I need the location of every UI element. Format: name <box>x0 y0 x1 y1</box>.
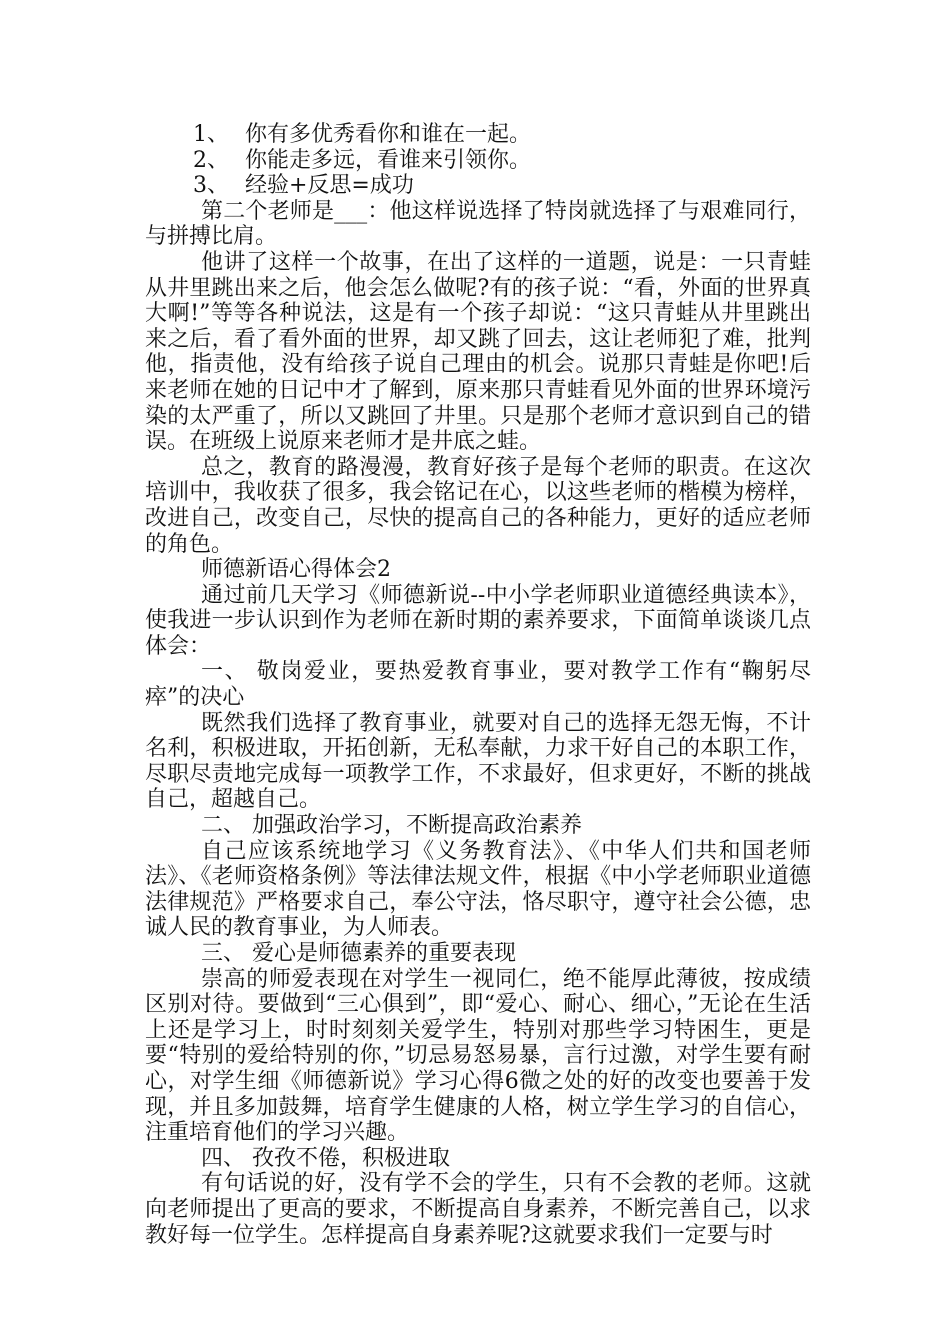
document-body <box>145 122 811 1248</box>
section-title: 师德新语心得体会2 <box>201 557 391 583</box>
paragraph-dedication: 既然我们选择了教育事业，就要对自己的选择无怨无悔，不计名利，积极进取，开拓创新，无私奉献，力求干好自己的本职工作，尽职尽责地完成每一项教学工作，不求最好，但求更好，不断的挑战自己，超越自己。 <box>145 710 811 813</box>
heading-two: 二、 加强政治学习，不断提高政治素养 <box>201 813 582 839</box>
list-number: 3、 <box>193 173 229 199</box>
paragraph-self-improvement: 有句话说的好，没有学不会的学生，只有不会教的老师。这就向老师提出了更高的要求，不断提高自身素养，不断完善自己，以求教好每一位学生。怎样提高自身素养呢?这就要求我们一定要与时 <box>145 1171 811 1248</box>
heading-four: 四、 孜孜不倦，积极进取 <box>201 1145 450 1171</box>
paragraph-law-study: 自己应该系统地学习《义务教育法》、《中华人们共和国老师法》、《老师资格条例》等法律法规文件，根据《中小学老师职业道德法律规范》严格要求自己，奉公守法，恪尽职守，遵守社会公德，忠诚人民的教育事业，为人师表。 <box>145 838 811 941</box>
paragraph-intro: 通过前几天学习《师德新说--中小学老师职业道德经典读本》，使我进一步认识到作为老师在新时期的素养要求，下面简单谈谈几点体会： <box>145 582 811 659</box>
heading-one: 一、 敬岗爱业，要热爱教育事业，要对教学工作有“鞠躬尽瘁”的决心 <box>145 659 811 711</box>
list-number: 2、 <box>193 147 229 173</box>
list-item <box>145 148 811 174</box>
paragraph-summary: 总之，教育的路漫漫，教育好孩子是每个老师的职责。在这次培训中，我收获了很多，我会铭记在心，以这些老师的楷模为榜样，改进自己，改变自己，尽快的提高自己的各种能力，更好的适应老师的角色。 <box>145 454 811 557</box>
list-text: 经验+反思=成功 <box>245 173 414 199</box>
list-number: 1、 <box>193 122 229 147</box>
list-item <box>145 173 811 199</box>
paragraph-teacher-love: 崇高的师爱表现在对学生一视同仁，绝不能厚此薄彼，按成绩区别对待。要做到“三心俱到”，即“爱心、耐心、细心，”无论在生活上还是学习上，时时刻刻关爱学生，特别对那些学习特困生，更是要“特别的爱给特别的你，”切忌易怒易暴，言行过激，对学生要有耐心，对学生细《师德新说》学习心得6微之处的好的改变也要善于发现，并且多加鼓舞，培育学生健康的人格，树立学生学习的自信心，注重培育他们的学习兴趣。 <box>145 966 811 1146</box>
list-item <box>145 122 811 148</box>
list-text: 你有多优秀看你和谁在一起。 <box>245 122 532 147</box>
paragraph-frog-story: 他讲了这样一个故事，在出了这样的一道题，说是：一只青蛙从井里跳出来之后，他会怎么做呢?有的孩子说：“看，外面的世界真大啊!”等等各种说法，这是有一个孩子却说：“这只青蛙从井里跳出来之后，看了看外面的世界，却又跳了回去，这让老师犯了难，批判他，指责他，没有给孩子说自己理由的机会。说那只青蛙是你吧!后来老师在她的日记中才了解到，原来那只青蛙看见外面的世界环境污染的太严重了，所以又跳回了井里。只是那个老师才意识到自己的错误。在班级上说原来老师才是井底之蛙。 <box>145 249 811 455</box>
paragraph-second-teacher: 第二个老师是___：他这样说选择了特岗就选择了与艰难同行，与拼搏比肩。 <box>145 198 811 250</box>
list-text: 你能走多远，看谁来引领你。 <box>245 147 532 173</box>
heading-three: 三、 爱心是师德素养的重要表现 <box>201 941 516 966</box>
